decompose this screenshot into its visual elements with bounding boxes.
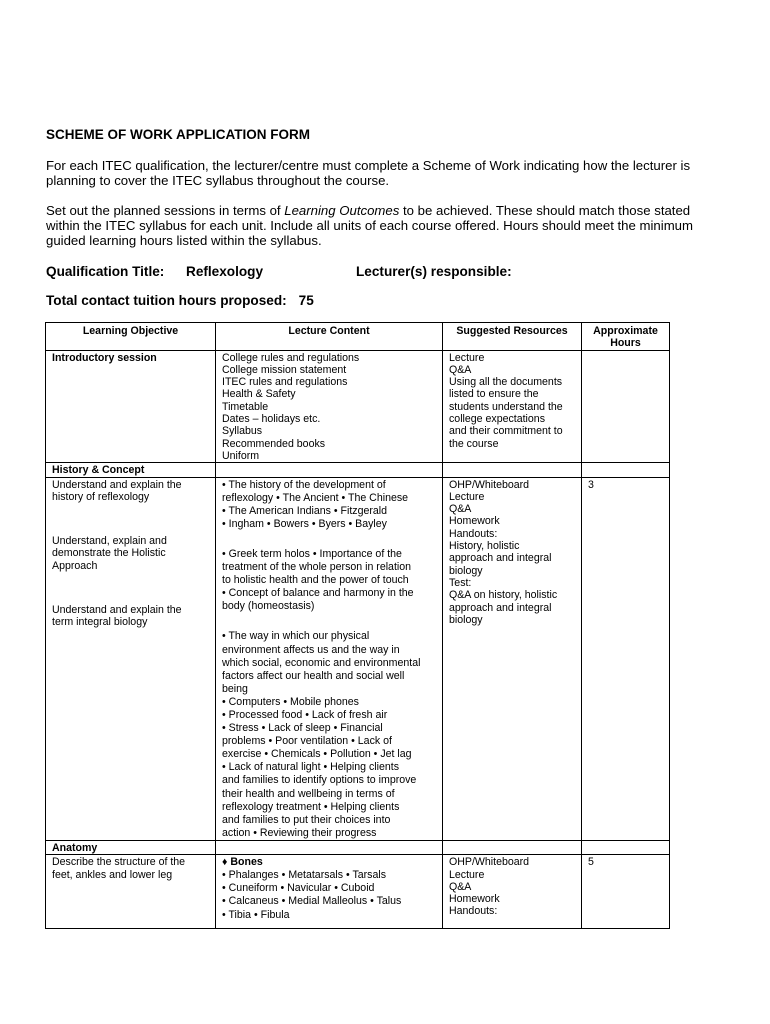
list-item: • Stress • Lack of sleep • Financial [222, 722, 383, 735]
list-item: Q&A [449, 363, 472, 376]
history-content-cell [216, 477, 443, 840]
anatomy-resources-top [443, 840, 582, 854]
list-item: OHP/Whiteboard [449, 478, 530, 491]
list-item: and families to identify options to improve [222, 774, 417, 787]
list-item: • Tibia • Fibula [222, 908, 290, 921]
anatomy-resources-cell [443, 855, 582, 929]
list-item: Dates – holidays etc. [222, 413, 321, 426]
list-item: Syllabus [222, 425, 263, 438]
spacer [222, 613, 436, 630]
list-item: biology [449, 564, 483, 577]
list-item: Q&A [449, 880, 472, 893]
instructions-text-after: to be achieved. These should match those stated within the ITEC syllabus for each unit. Include all units of each course offered. Hours should meet the minimum guided learning hours listed within the syllabus. [46, 203, 693, 248]
history-resources-top [443, 463, 582, 477]
list-item: their health and wellbeing in terms of [222, 787, 395, 800]
list-item: action • Reviewing their progress [222, 826, 377, 839]
anatomy-content-top [216, 840, 443, 854]
anatomy-objective-cell [46, 855, 216, 929]
list-item: Health & Safety [222, 388, 296, 401]
list-item: environment affects us and the way in [222, 643, 400, 656]
list-item: • Processed food • Lack of fresh air [222, 708, 388, 721]
list-item: exercise • Chemicals • Pollution • Jet lag [222, 748, 412, 761]
list-item: Homework [449, 515, 500, 528]
qualification-value: Reflexology [186, 264, 264, 279]
history-hours-cell: 3 [582, 477, 670, 840]
qualification-label: Qualification Title: [46, 264, 165, 279]
total-hours-row [46, 293, 314, 308]
list-item: which social, economic and environmental [222, 656, 421, 669]
intro-paragraph: For each ITEC qualification, the lecturer/centre must complete a Scheme of Work indicating how the lecturer is planning to cover the ITEC syllabus throughout the course. [46, 158, 691, 188]
list-item: students understand the [449, 400, 563, 413]
list-item: and their commitment to [449, 425, 563, 438]
list-item: Handouts: [449, 905, 498, 918]
history-resources-cell [443, 477, 582, 840]
list-item: listed to ensure the [449, 388, 539, 401]
list-item: Lecture [449, 351, 485, 364]
history-objective-2b: demonstrate the Holistic [52, 547, 166, 560]
table-row-history-section [46, 463, 670, 477]
list-item: and families to put their choices into [222, 813, 391, 826]
intro-content-cell [216, 350, 443, 463]
list-item: Homework [449, 893, 500, 906]
list-item: Timetable [222, 400, 269, 413]
list-item: History, holistic [449, 540, 520, 553]
list-item: • Computers • Mobile phones [222, 695, 359, 708]
header-lecture-content: Lecture Content [216, 323, 443, 351]
scheme-table [45, 322, 670, 929]
list-item: to holistic health and the power of touch [222, 574, 409, 587]
history-hours-top [582, 463, 670, 477]
history-section-title: History & Concept [52, 464, 145, 477]
lecturer-label: Lecturer(s) responsible: [356, 264, 512, 279]
header-suggested-resources: Suggested Resources [443, 323, 582, 351]
list-item: treatment of the whole person in relation [222, 561, 412, 574]
list-item: Handouts: [449, 527, 498, 540]
total-hours-value: 75 [298, 293, 314, 308]
list-item: Lecture [449, 868, 485, 881]
intro-hours-cell [582, 350, 670, 463]
history-objectives-cell [46, 477, 216, 840]
list-item: College rules and regulations [222, 351, 360, 364]
instructions-text-before: Set out the planned sessions in terms of [46, 203, 285, 218]
anatomy-content-head: ♦ Bones [222, 856, 263, 869]
table-row-history [46, 477, 670, 840]
list-item: ITEC rules and regulations [222, 376, 348, 389]
header-approximate-hours: Approximate Hours [582, 323, 670, 351]
list-item: • Calcaneus • Medial Malleolus • Talus [222, 895, 402, 908]
list-item: • Lack of natural light • Helping clients [222, 761, 400, 774]
history-objective-3a: Understand and explain the [52, 604, 182, 617]
history-content-top [216, 463, 443, 477]
list-item: • Cuneiform • Navicular • Cuboid [222, 882, 375, 895]
header-learning-objective: Learning Objective [46, 323, 216, 351]
history-objective-1b: history of reflexology [52, 490, 150, 503]
anatomy-objective-b: feet, ankles and lower leg [52, 868, 173, 881]
history-objective-2a: Understand, explain and [52, 535, 167, 548]
list-item: reflexology • The Ancient • The Chinese [222, 491, 409, 504]
list-item: OHP/Whiteboard [449, 856, 530, 869]
list-item: approach and integral [449, 601, 552, 614]
anatomy-section-title: Anatomy [52, 841, 98, 854]
list-item: body (homeostasis) [222, 600, 315, 613]
table-row-anatomy [46, 855, 670, 929]
instructions-italic: Learning Outcomes [284, 203, 400, 218]
spacer [52, 572, 209, 604]
history-objective-3b: term integral biology [52, 616, 148, 629]
list-item: approach and integral [449, 552, 552, 565]
list-item: College mission statement [222, 363, 347, 376]
list-item: Test: [449, 576, 472, 589]
list-item: • The way in which our physical [222, 630, 370, 643]
form-heading: SCHEME OF WORK APPLICATION FORM [46, 127, 310, 142]
list-item: Lecture [449, 490, 485, 503]
table-row-anatomy-section [46, 840, 670, 854]
list-item: • Concept of balance and harmony in the [222, 587, 414, 600]
history-objective-1a: Understand and explain the [52, 478, 182, 491]
list-item: factors affect our health and social well [222, 669, 405, 682]
history-section-cell [46, 463, 216, 477]
table-header-row [46, 323, 670, 351]
anatomy-hours-top [582, 840, 670, 854]
list-item: Q&A on history, holistic [449, 589, 558, 602]
list-item: reflexology treatment • Helping clients [222, 800, 400, 813]
list-item: Uniform [222, 449, 260, 462]
list-item: Recommended books [222, 437, 326, 450]
list-item: • The American Indians • Fitzgerald [222, 504, 388, 517]
list-item: being [222, 682, 248, 695]
list-item: Using all the documents [449, 376, 563, 389]
table-row-introductory [46, 350, 670, 463]
anatomy-content-cell [216, 855, 443, 929]
spacer [52, 503, 209, 535]
history-objective-2c: Approach [52, 559, 98, 572]
intro-resources-cell [443, 350, 582, 463]
spacer [222, 531, 436, 548]
list-item: college expectations [449, 413, 545, 426]
list-item: • The history of the development of [222, 478, 386, 491]
list-item: • Ingham • Bowers • Byers • Bayley [222, 517, 387, 530]
intro-objective: Introductory session [52, 351, 157, 364]
list-item: • Greek term holos • Importance of the [222, 547, 402, 560]
list-item: problems • Poor ventilation • Lack of [222, 735, 392, 748]
list-item: biology [449, 613, 483, 626]
intro-objective-cell [46, 350, 216, 463]
anatomy-objective-a: Describe the structure of the [52, 856, 186, 869]
list-item: Q&A [449, 503, 472, 516]
anatomy-section-cell [46, 840, 216, 854]
total-hours-label: Total contact tuition hours proposed: [46, 293, 287, 308]
instructions-paragraph [46, 203, 716, 248]
anatomy-hours-cell: 5 [582, 855, 670, 929]
list-item: the course [449, 437, 499, 450]
list-item: • Phalanges • Metatarsals • Tarsals [222, 869, 387, 882]
